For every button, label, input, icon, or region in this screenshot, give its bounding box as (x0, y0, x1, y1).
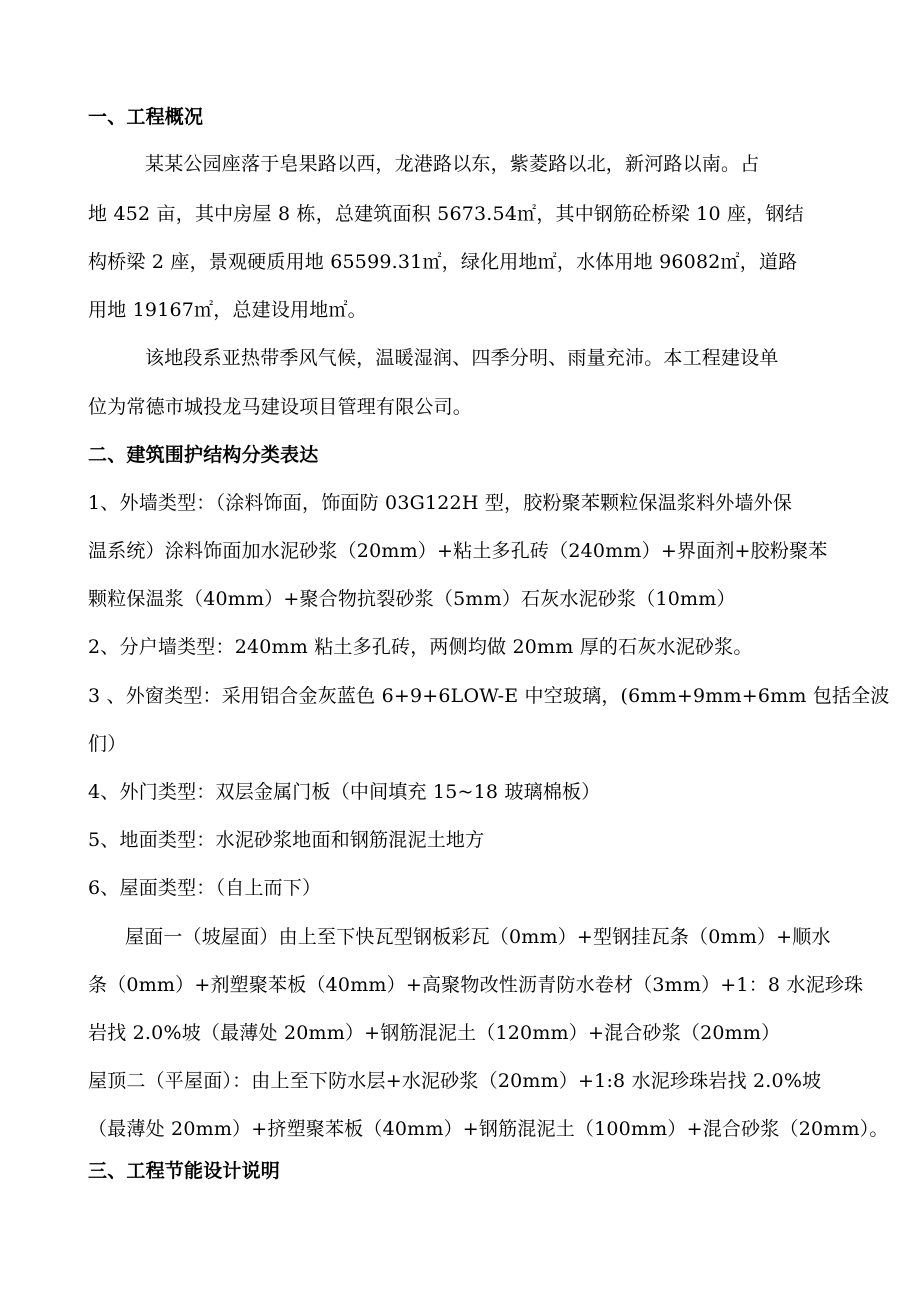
list-item: 5、地面类型：水泥砂浆地面和钢筋混泥土地方 (88, 829, 485, 851)
list-item: 2、分户墙类型：240mm 粘土多孔砖，两侧均做 20mm 厚的石灰水泥砂浆。 (88, 636, 753, 658)
paragraph-line: 用地 19167㎡，总建设用地㎡。 (88, 299, 367, 321)
paragraph-line: 位为常德市城投龙马建设项目管理有限公司。 (88, 396, 473, 418)
section-heading-envelope: 二、建筑围护结构分类表达 (88, 444, 319, 466)
section-heading-energy: 三、工程节能设计说明 (88, 1160, 281, 1182)
paragraph-line: 屋面一（坡屋面）由上至下快瓦型钢板彩瓦（0mm）+型钢挂瓦条（0mm）+顺水 (125, 926, 831, 948)
list-item-continuation: 们） (88, 733, 127, 755)
paragraph-line: 该地段系亚热带季风气候，温暖湿润、四季分明、雨量充沛。本工程建设单 (145, 347, 779, 369)
paragraph-line: 条（0mm）+剂塑聚苯板（40mm）+高聚物改性沥青防水卷材（3mm）+1：8 水泥珍珠 (88, 974, 864, 996)
list-item: 6、屋面类型：（自上而下） (88, 877, 322, 899)
paragraph-line: 岩找 2.0%坡（最薄处 20mm）+钢筋混泥土（120mm）+混合砂浆（20mm） (88, 1022, 781, 1044)
list-item-continuation: 温系统）涂料饰面加水泥砂浆（20mm）+粘土多孔砖（240mm）+界面剂+胶粉聚苯 (88, 540, 828, 562)
paragraph-line: 屋顶二（平屋面）：由上至下防水层+水泥砂浆（20mm）+1:8 水泥珍珠岩找 2.0%坡 (88, 1070, 822, 1092)
paragraph-line: 某某公园座落于皂果路以西，龙港路以东，紫菱路以北，新河路以南。占 (145, 153, 760, 175)
list-item-continuation: 颗粒保温浆（40mm）+聚合物抗裂砂浆（5mm）石灰水泥砂浆（10mm） (88, 588, 736, 610)
paragraph-line: （最薄处 20mm）+挤塑聚苯板（40mm）+钢筋混泥土（100mm）+混合砂浆（20mm）。 (88, 1118, 889, 1140)
paragraph-line: 地 452 亩，其中房屋 8 栋，总建筑面积 5673.54㎡，其中钢筋砼桥梁 10 座，钢结 (88, 203, 804, 225)
list-item: 4、外门类型：双层金属门板（中间填充 15~18 玻璃棉板） (88, 781, 601, 803)
section-heading-overview: 一、工程概况 (88, 106, 204, 128)
list-item: 3 、外窗类型：采用铝合金灰蓝色 6+9+6LOW-E 中空玻璃，(6mm+9mm+6mm 包括全波 (88, 685, 890, 707)
paragraph-line: 构桥梁 2 座，景观硬质用地 65599.31㎡，绿化用地㎡，水体用地 96082㎡，道路 (88, 251, 798, 273)
list-item: 1、外墙类型：（涂料饰面，饰面防 03G122H 型，胶粉聚苯颗粒保温浆料外墙外保 (88, 492, 793, 514)
